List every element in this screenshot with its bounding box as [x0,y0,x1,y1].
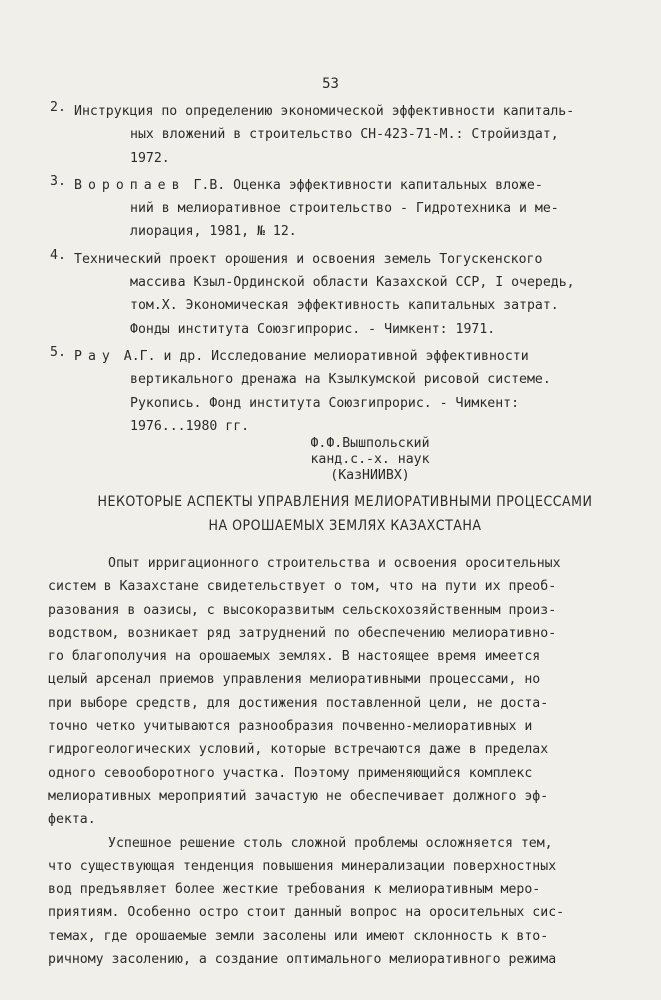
reference-number: 4. [50,247,66,263]
author-name: Ф.Ф.Вышпольский [310,436,430,451]
text-line: Успешное решение столь сложной проблемы осложняется тем, [108,835,553,851]
text-line: одного севооборотного участка. Поэтому применяющийся комплекс [48,765,533,781]
reference-line: 1976...1980 гг. [130,418,250,434]
reference-list [50,100,630,442]
reference-line: Рукопись. Фонд института Союзгипрорис. - Чимкент: [130,395,520,411]
reference-line: Воропаев Г.В. Оценка эффективности капитальных вложе- [74,177,543,193]
reference-line: 1972. [130,150,170,166]
title-line: НА ОРОШАЕМЫХ ЗЕМЛЯХ КАЗАХСТАНА [208,518,482,534]
reference-item [50,100,630,170]
text-line: Опыт ирригационного строительства и освоения оросительных [108,556,561,571]
title-line: НЕКОТОРЫЕ АСПЕКТЫ УПРАВЛЕНИЯ МЕЛИОРАТИВНЫМИ ПРОЦЕССАМИ [97,494,593,510]
text-line: при выборе средств, для достижения поставленной цели, не доста- [48,695,549,711]
text-line: систем в Казахстане свидетельствует о том, что на пути их преоб- [48,579,557,595]
article-body [48,552,618,971]
text-line: вод предъявляет более жесткие требования к мелиоративным меро- [48,882,541,898]
paragraph [48,552,618,832]
reference-line: Фонды института Союзгипрорис. - Чимкент: 1971. [130,321,496,337]
reference-author: Воропаев [74,177,186,193]
text-line: гидрогеологических условий, которые встречаются даже в пределах [48,742,549,758]
reference-line: Инструкция по определению экономической эффективности капиталь- [74,104,575,119]
author-block [280,436,460,484]
author-institution: (КазНИИВХ) [330,468,410,483]
reference-line: массива Кзыл-Ординской области Казахской ССР, I очередь, [130,275,575,291]
reference-item [50,345,630,438]
reference-number: 3. [50,173,66,189]
text-line: целый арсенал приемов управления мелиоративными процессами, но [48,672,541,688]
reference-author: Рау [74,348,116,364]
reference-line: Технический проект орошения и освоения земель Тогускенского [74,251,543,267]
paragraph [48,832,618,972]
text-line: ричному засолению, а создание оптимального мелиоративного режима [48,952,557,968]
reference-line: ний в мелиоративное строительство - Гидротехника и ме- [130,201,559,217]
text-line: мелиоративных мероприятий зачастую не обеспечивает должного эф- [48,788,549,804]
text-line: фекта. [48,812,96,828]
text-line: темах, где орошаемые земли засолены или имеют склонность к вто- [48,928,549,944]
page-number: 53 [322,76,339,92]
text-line: разования в оазисы, с высокоразвитым сельскохозяйственным произ- [48,602,557,618]
reference-item [50,248,630,341]
reference-line: лиорация, 1981, № 12. [130,224,297,240]
reference-item [50,174,630,244]
text-line: что существующая тенденция повышения минерализации поверхностных [48,858,557,874]
reference-line: том.Х. Экономическая эффективность капитальных затрат. [130,298,559,314]
article-title [90,490,600,538]
reference-number: 5. [50,344,66,360]
text-line: точно четко учитываются разнообразия почвенно-мелиоративных и [48,719,533,735]
reference-line: вертикального дренажа на Кзылкумской рисовой системе. [130,372,551,388]
author-degree: канд.с.-х. наук [310,452,430,467]
text-line: го благополучия на орошаемых землях. В настоящее время имеется [48,649,541,665]
reference-line: Рау А.Г. и др. Исследование мелиоративной эффективности [74,348,529,364]
reference-line: ных вложений в строительство СН-423-71-М.: Стройиздат, [130,127,559,143]
reference-number: 2. [50,100,66,115]
text-line: приятиям. Особенно остро стоит данный вопрос на оросительных сис- [48,905,565,921]
text-line: водством, возникает ряд затруднений по обеспечению мелиоративно- [48,625,557,641]
